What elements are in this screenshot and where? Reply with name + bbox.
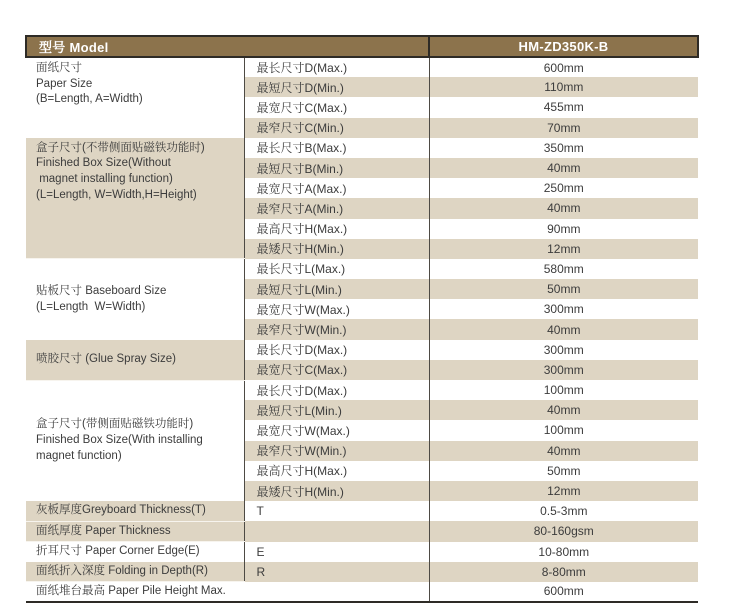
value-cell: 90mm (429, 219, 698, 239)
group-label-line: 面纸堆台最高 Paper Pile Height Max. (36, 584, 226, 597)
value-cell: 12mm (429, 481, 698, 501)
spec-row (26, 340, 698, 360)
param-cell (244, 521, 429, 541)
group-label-line: 贴板尺寸 Baseboard Size (36, 284, 167, 297)
value-cell: 40mm (429, 441, 698, 461)
value-cell: 455mm (429, 97, 698, 117)
value-cell: 12mm (429, 239, 698, 259)
group-label-line: Finished Box Size(Without (36, 157, 171, 170)
spec-row (26, 542, 698, 562)
spec-table-body (26, 57, 698, 602)
param-cell: 最矮尺寸H(Min.) (244, 481, 429, 501)
param-cell: 最长尺寸D(Max.) (244, 340, 429, 360)
value-cell: 300mm (429, 360, 698, 380)
spec-row (26, 562, 698, 582)
param-cell: 最矮尺寸H(Min.) (244, 239, 429, 259)
param-cell: 最短尺寸L(Min.) (244, 279, 429, 299)
group-label-line: (B=Length, A=Width) (36, 93, 143, 106)
header-row (26, 36, 698, 57)
value-cell: 0.5-3mm (429, 501, 698, 521)
param-cell: 最高尺寸H(Max.) (244, 461, 429, 481)
spec-row (26, 501, 698, 521)
param-cell: 最窄尺寸A(Min.) (244, 198, 429, 218)
group-label-cell (26, 501, 244, 521)
group-label-line: 盒子尺寸(不带侧面贴磁铁功能时) (36, 141, 205, 154)
group-label-cell (26, 542, 244, 562)
model-number: HM-ZD350K-B (429, 36, 698, 57)
group-label-line: 面纸尺寸 (36, 62, 82, 74)
spec-row (26, 259, 698, 279)
group-label-cell (26, 562, 244, 582)
group-label-line: 喷胶尺寸 (Glue Spray Size) (36, 352, 176, 365)
value-cell: 40mm (429, 400, 698, 420)
value-cell: 100mm (429, 420, 698, 440)
spec-row (26, 582, 698, 602)
spec-row (26, 57, 698, 77)
param-cell: 最长尺寸D(Max.) (244, 57, 429, 77)
param-cell: 最短尺寸D(Min.) (244, 77, 429, 97)
value-cell: 600mm (429, 57, 698, 77)
spec-row (26, 521, 698, 541)
group-label-cell (26, 582, 429, 602)
value-cell: 50mm (429, 279, 698, 299)
param-cell: 最短尺寸L(Min.) (244, 400, 429, 420)
spec-row (26, 380, 698, 400)
param-cell: 最长尺寸L(Max.) (244, 259, 429, 279)
param-cell: 最宽尺寸C(Max.) (244, 97, 429, 117)
value-cell: 580mm (429, 259, 698, 279)
value-cell: 300mm (429, 340, 698, 360)
group-label-line: Paper Size (36, 77, 93, 90)
value-cell: 8-80mm (429, 562, 698, 582)
value-cell: 250mm (429, 178, 698, 198)
value-cell: 40mm (429, 198, 698, 218)
param-cell: 最宽尺寸C(Max.) (244, 360, 429, 380)
group-label-line: 面纸折入深度 Folding in Depth(R) (36, 564, 208, 577)
param-cell: E (244, 542, 429, 562)
value-cell: 600mm (429, 582, 698, 602)
group-label-cell (26, 259, 244, 340)
value-cell: 10-80mm (429, 542, 698, 562)
group-label-cell (26, 138, 244, 259)
param-cell: 最宽尺寸W(Max.) (244, 420, 429, 440)
spec-table (25, 35, 699, 603)
param-cell: R (244, 562, 429, 582)
group-label-line: 折耳尺寸 Paper Corner Edge(E) (36, 545, 200, 558)
value-cell: 50mm (429, 461, 698, 481)
value-cell: 40mm (429, 158, 698, 178)
group-label-line: 面纸厚度 Paper Thickness (36, 524, 171, 537)
group-label-line: magnet function) (36, 449, 122, 462)
param-cell: 最窄尺寸C(Min.) (244, 118, 429, 138)
value-cell: 80-160gsm (429, 521, 698, 541)
group-label-cell (26, 340, 244, 380)
spec-row (26, 138, 698, 158)
group-label-cell (26, 57, 244, 138)
value-cell: 350mm (429, 138, 698, 158)
param-cell: 最短尺寸B(Min.) (244, 158, 429, 178)
group-label-line: (L=Length W=Width) (36, 300, 146, 313)
value-cell: 300mm (429, 299, 698, 319)
group-label-line: 盒子尺寸(带侧面贴磁铁功能时) (36, 418, 194, 431)
value-cell: 100mm (429, 380, 698, 400)
param-cell: 最高尺寸H(Max.) (244, 219, 429, 239)
param-cell: 最宽尺寸W(Max.) (244, 299, 429, 319)
group-label-line: (L=Length, W=Width,H=Height) (36, 188, 197, 201)
group-label-line: Finished Box Size(With installing (36, 434, 203, 447)
param-cell: 最宽尺寸A(Max.) (244, 178, 429, 198)
param-cell: 最长尺寸D(Max.) (244, 380, 429, 400)
param-cell: 最窄尺寸W(Min.) (244, 441, 429, 461)
value-cell: 110mm (429, 77, 698, 97)
group-label-line: magnet installing function) (36, 172, 173, 185)
param-cell: 最窄尺寸W(Min.) (244, 319, 429, 339)
param-cell: T (244, 501, 429, 521)
group-label-cell (26, 380, 244, 501)
value-cell: 70mm (429, 118, 698, 138)
value-cell: 40mm (429, 319, 698, 339)
model-header-label: 型号 Model (26, 36, 429, 57)
param-cell: 最长尺寸B(Max.) (244, 138, 429, 158)
group-label-cell (26, 521, 244, 541)
group-label-line: 灰板厚度Greyboard Thickness(T) (36, 504, 206, 517)
spec-table-header (26, 36, 698, 57)
